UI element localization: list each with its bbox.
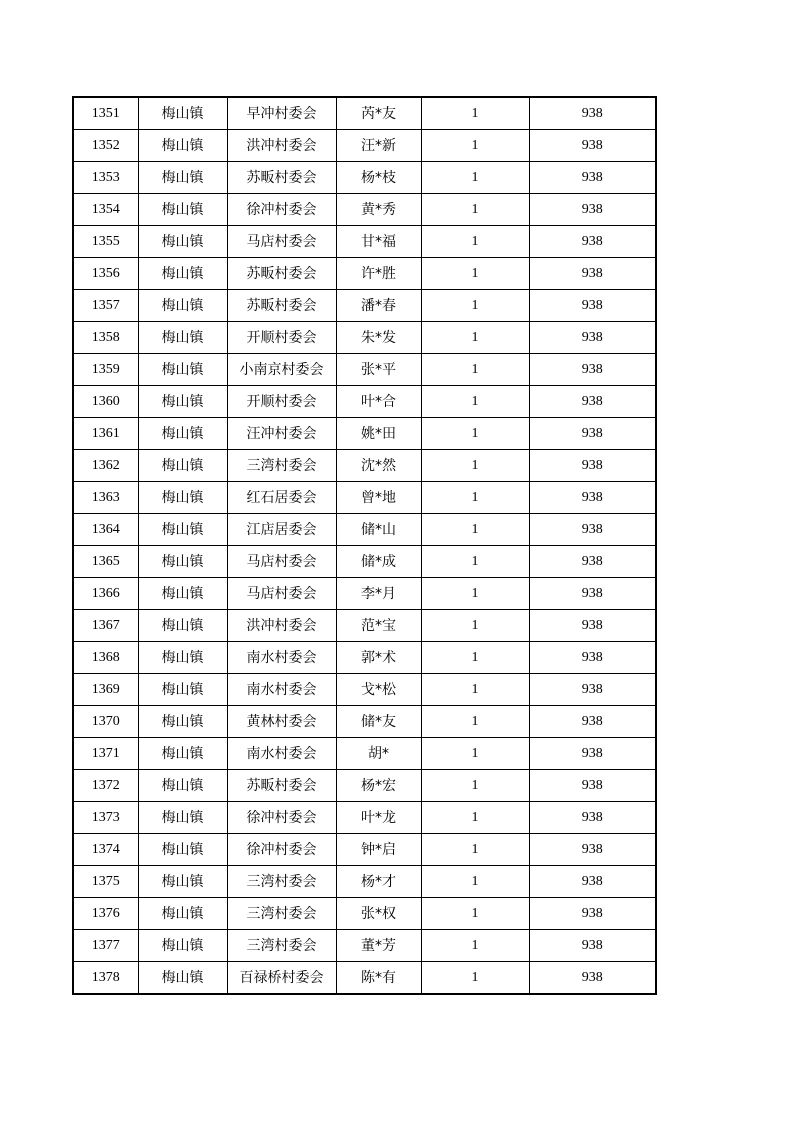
cell-committee: 马店村委会 (227, 546, 336, 578)
cell-amount: 938 (529, 290, 656, 322)
cell-committee: 南水村委会 (227, 738, 336, 770)
cell-town: 梅山镇 (138, 834, 227, 866)
table-row (73, 450, 656, 482)
cell-town: 梅山镇 (138, 546, 227, 578)
cell-name: 董*芳 (336, 930, 421, 962)
cell-id: 1363 (73, 482, 138, 514)
table-row (73, 578, 656, 610)
table-row (73, 290, 656, 322)
table-row (73, 834, 656, 866)
cell-committee: 三湾村委会 (227, 898, 336, 930)
cell-town: 梅山镇 (138, 514, 227, 546)
cell-id: 1377 (73, 930, 138, 962)
cell-count: 1 (421, 97, 529, 130)
cell-committee: 马店村委会 (227, 226, 336, 258)
cell-name: 杨*才 (336, 866, 421, 898)
cell-amount: 938 (529, 834, 656, 866)
cell-town: 梅山镇 (138, 610, 227, 642)
cell-amount: 938 (529, 130, 656, 162)
cell-amount: 938 (529, 354, 656, 386)
cell-amount: 938 (529, 610, 656, 642)
table-row (73, 802, 656, 834)
cell-amount: 938 (529, 418, 656, 450)
cell-id: 1369 (73, 674, 138, 706)
cell-amount: 938 (529, 482, 656, 514)
cell-id: 1354 (73, 194, 138, 226)
cell-name: 储*成 (336, 546, 421, 578)
cell-count: 1 (421, 706, 529, 738)
cell-count: 1 (421, 386, 529, 418)
cell-id: 1364 (73, 514, 138, 546)
cell-town: 梅山镇 (138, 898, 227, 930)
cell-town: 梅山镇 (138, 418, 227, 450)
cell-id: 1376 (73, 898, 138, 930)
table-row (73, 610, 656, 642)
cell-amount: 938 (529, 866, 656, 898)
cell-id: 1378 (73, 962, 138, 995)
cell-count: 1 (421, 322, 529, 354)
cell-count: 1 (421, 898, 529, 930)
cell-amount: 938 (529, 962, 656, 995)
cell-count: 1 (421, 514, 529, 546)
cell-count: 1 (421, 546, 529, 578)
cell-town: 梅山镇 (138, 162, 227, 194)
table-row (73, 738, 656, 770)
cell-town: 梅山镇 (138, 322, 227, 354)
cell-town: 梅山镇 (138, 290, 227, 322)
cell-name: 李*月 (336, 578, 421, 610)
cell-name: 储*友 (336, 706, 421, 738)
cell-committee: 红石居委会 (227, 482, 336, 514)
cell-count: 1 (421, 674, 529, 706)
cell-town: 梅山镇 (138, 802, 227, 834)
cell-town: 梅山镇 (138, 578, 227, 610)
cell-amount: 938 (529, 386, 656, 418)
cell-town: 梅山镇 (138, 130, 227, 162)
cell-committee: 早冲村委会 (227, 97, 336, 130)
cell-amount: 938 (529, 738, 656, 770)
cell-count: 1 (421, 162, 529, 194)
cell-town: 梅山镇 (138, 930, 227, 962)
cell-town: 梅山镇 (138, 706, 227, 738)
cell-name: 储*山 (336, 514, 421, 546)
cell-amount: 938 (529, 802, 656, 834)
cell-id: 1375 (73, 866, 138, 898)
cell-id: 1351 (73, 97, 138, 130)
table-row (73, 226, 656, 258)
cell-name: 杨*枝 (336, 162, 421, 194)
cell-name: 陈*有 (336, 962, 421, 995)
cell-id: 1352 (73, 130, 138, 162)
table-row (73, 546, 656, 578)
cell-committee: 黄林村委会 (227, 706, 336, 738)
cell-name: 钟*启 (336, 834, 421, 866)
cell-amount: 938 (529, 642, 656, 674)
cell-id: 1368 (73, 642, 138, 674)
table-row (73, 386, 656, 418)
cell-count: 1 (421, 802, 529, 834)
cell-count: 1 (421, 450, 529, 482)
cell-name: 杨*宏 (336, 770, 421, 802)
cell-town: 梅山镇 (138, 450, 227, 482)
cell-committee: 徐冲村委会 (227, 802, 336, 834)
cell-committee: 汪冲村委会 (227, 418, 336, 450)
cell-town: 梅山镇 (138, 386, 227, 418)
cell-name: 郭*术 (336, 642, 421, 674)
cell-amount: 938 (529, 97, 656, 130)
cell-committee: 三湾村委会 (227, 450, 336, 482)
cell-name: 许*胜 (336, 258, 421, 290)
cell-name: 沈*然 (336, 450, 421, 482)
table-row (73, 258, 656, 290)
table-row (73, 354, 656, 386)
cell-town: 梅山镇 (138, 642, 227, 674)
cell-committee: 洪冲村委会 (227, 130, 336, 162)
cell-id: 1362 (73, 450, 138, 482)
cell-name: 黄*秀 (336, 194, 421, 226)
table-row (73, 770, 656, 802)
cell-town: 梅山镇 (138, 194, 227, 226)
cell-name: 戈*松 (336, 674, 421, 706)
cell-amount: 938 (529, 578, 656, 610)
cell-name: 姚*田 (336, 418, 421, 450)
cell-committee: 徐冲村委会 (227, 194, 336, 226)
table-row (73, 866, 656, 898)
cell-name: 叶*龙 (336, 802, 421, 834)
cell-amount: 938 (529, 194, 656, 226)
cell-count: 1 (421, 194, 529, 226)
cell-town: 梅山镇 (138, 738, 227, 770)
cell-town: 梅山镇 (138, 258, 227, 290)
table-row (73, 322, 656, 354)
cell-committee: 南水村委会 (227, 674, 336, 706)
table-row (73, 162, 656, 194)
table-row (73, 514, 656, 546)
table-row (73, 642, 656, 674)
data-table (72, 96, 657, 995)
cell-id: 1360 (73, 386, 138, 418)
cell-committee: 马店村委会 (227, 578, 336, 610)
cell-count: 1 (421, 834, 529, 866)
cell-id: 1359 (73, 354, 138, 386)
table-row (73, 418, 656, 450)
cell-id: 1356 (73, 258, 138, 290)
cell-name: 汪*新 (336, 130, 421, 162)
cell-name: 胡* (336, 738, 421, 770)
cell-committee: 洪冲村委会 (227, 610, 336, 642)
cell-amount: 938 (529, 706, 656, 738)
cell-committee: 徐冲村委会 (227, 834, 336, 866)
cell-committee: 苏畈村委会 (227, 258, 336, 290)
cell-committee: 开顺村委会 (227, 386, 336, 418)
cell-id: 1372 (73, 770, 138, 802)
cell-town: 梅山镇 (138, 866, 227, 898)
table-row (73, 706, 656, 738)
cell-town: 梅山镇 (138, 97, 227, 130)
table-body (73, 97, 656, 994)
cell-count: 1 (421, 130, 529, 162)
cell-committee: 苏畈村委会 (227, 770, 336, 802)
cell-town: 梅山镇 (138, 226, 227, 258)
cell-id: 1357 (73, 290, 138, 322)
cell-count: 1 (421, 962, 529, 995)
cell-amount: 938 (529, 930, 656, 962)
cell-amount: 938 (529, 258, 656, 290)
cell-name: 曾*地 (336, 482, 421, 514)
cell-count: 1 (421, 610, 529, 642)
table-row (73, 194, 656, 226)
cell-town: 梅山镇 (138, 674, 227, 706)
cell-count: 1 (421, 738, 529, 770)
cell-id: 1355 (73, 226, 138, 258)
cell-count: 1 (421, 290, 529, 322)
cell-name: 芮*友 (336, 97, 421, 130)
cell-committee: 苏畈村委会 (227, 290, 336, 322)
cell-id: 1366 (73, 578, 138, 610)
cell-amount: 938 (529, 514, 656, 546)
cell-count: 1 (421, 258, 529, 290)
cell-committee: 三湾村委会 (227, 930, 336, 962)
table-row (73, 674, 656, 706)
cell-amount: 938 (529, 674, 656, 706)
cell-id: 1365 (73, 546, 138, 578)
cell-committee: 苏畈村委会 (227, 162, 336, 194)
cell-count: 1 (421, 354, 529, 386)
cell-name: 张*平 (336, 354, 421, 386)
cell-name: 朱*发 (336, 322, 421, 354)
cell-committee: 南水村委会 (227, 642, 336, 674)
cell-count: 1 (421, 642, 529, 674)
table-row (73, 898, 656, 930)
cell-count: 1 (421, 866, 529, 898)
table-row (73, 130, 656, 162)
cell-town: 梅山镇 (138, 962, 227, 995)
cell-id: 1374 (73, 834, 138, 866)
cell-count: 1 (421, 770, 529, 802)
cell-amount: 938 (529, 162, 656, 194)
cell-town: 梅山镇 (138, 354, 227, 386)
cell-count: 1 (421, 226, 529, 258)
cell-count: 1 (421, 418, 529, 450)
cell-amount: 938 (529, 770, 656, 802)
cell-count: 1 (421, 578, 529, 610)
cell-name: 甘*福 (336, 226, 421, 258)
cell-id: 1367 (73, 610, 138, 642)
cell-committee: 江店居委会 (227, 514, 336, 546)
cell-committee: 小南京村委会 (227, 354, 336, 386)
cell-amount: 938 (529, 450, 656, 482)
cell-committee: 三湾村委会 (227, 866, 336, 898)
cell-town: 梅山镇 (138, 482, 227, 514)
cell-name: 范*宝 (336, 610, 421, 642)
table-row (73, 97, 656, 130)
cell-town: 梅山镇 (138, 770, 227, 802)
table-row (73, 962, 656, 995)
cell-amount: 938 (529, 322, 656, 354)
cell-amount: 938 (529, 226, 656, 258)
cell-count: 1 (421, 482, 529, 514)
cell-amount: 938 (529, 898, 656, 930)
cell-id: 1358 (73, 322, 138, 354)
cell-id: 1371 (73, 738, 138, 770)
cell-id: 1353 (73, 162, 138, 194)
cell-committee: 百禄桥村委会 (227, 962, 336, 995)
cell-id: 1370 (73, 706, 138, 738)
cell-count: 1 (421, 930, 529, 962)
table-row (73, 930, 656, 962)
table-row (73, 482, 656, 514)
cell-id: 1361 (73, 418, 138, 450)
cell-name: 潘*春 (336, 290, 421, 322)
cell-committee: 开顺村委会 (227, 322, 336, 354)
cell-name: 张*权 (336, 898, 421, 930)
cell-name: 叶*合 (336, 386, 421, 418)
cell-id: 1373 (73, 802, 138, 834)
cell-amount: 938 (529, 546, 656, 578)
